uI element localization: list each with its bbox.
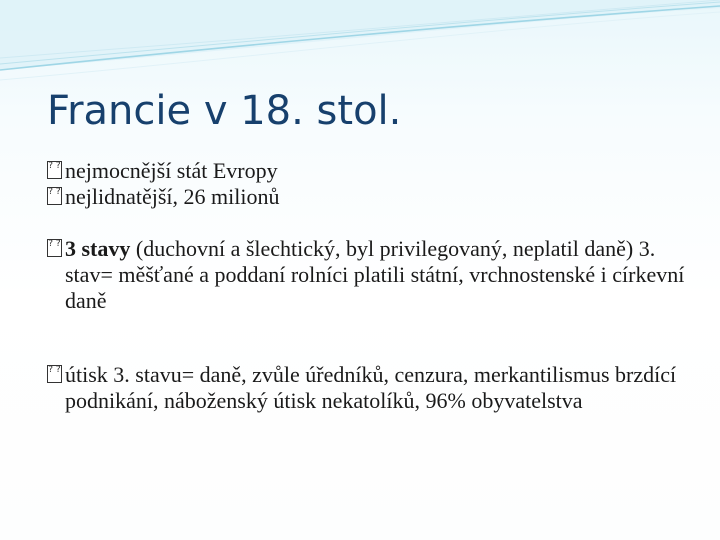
bullet-text: nejlidnatější, 26 milionů xyxy=(65,184,280,209)
bullet-item xyxy=(47,184,687,210)
bullet-glyph-icon: ? ? xyxy=(47,187,62,205)
bullet-list xyxy=(47,158,687,414)
bullet-glyph-icon: ? ? xyxy=(47,161,62,179)
bullet-text: útisk 3. stavu= daně, zvůle úředníků, cenzura, merkantilismus brzdící podnikání, náboženský útisk nekatolíků, 96% obyvatelstva xyxy=(65,362,677,413)
bullet-item xyxy=(47,236,687,314)
bullet-item xyxy=(47,158,687,184)
slide-title: Francie v 18. stol. xyxy=(47,88,402,134)
bullet-glyph-icon: ? ? xyxy=(47,239,62,257)
bullet-text: nejmocnější stát Evropy xyxy=(65,158,278,183)
bullet-glyph-icon: ? ? xyxy=(47,365,62,383)
bullet-item xyxy=(47,362,687,414)
bullet-bold-text: 3 stavy xyxy=(65,236,131,261)
bullet-text: (duchovní a šlechtický, byl privilegovaný, neplatil daně) 3. stav= měšťané a poddaní rolníci platili státní, vrchnostenské i církevní daně xyxy=(65,236,685,313)
